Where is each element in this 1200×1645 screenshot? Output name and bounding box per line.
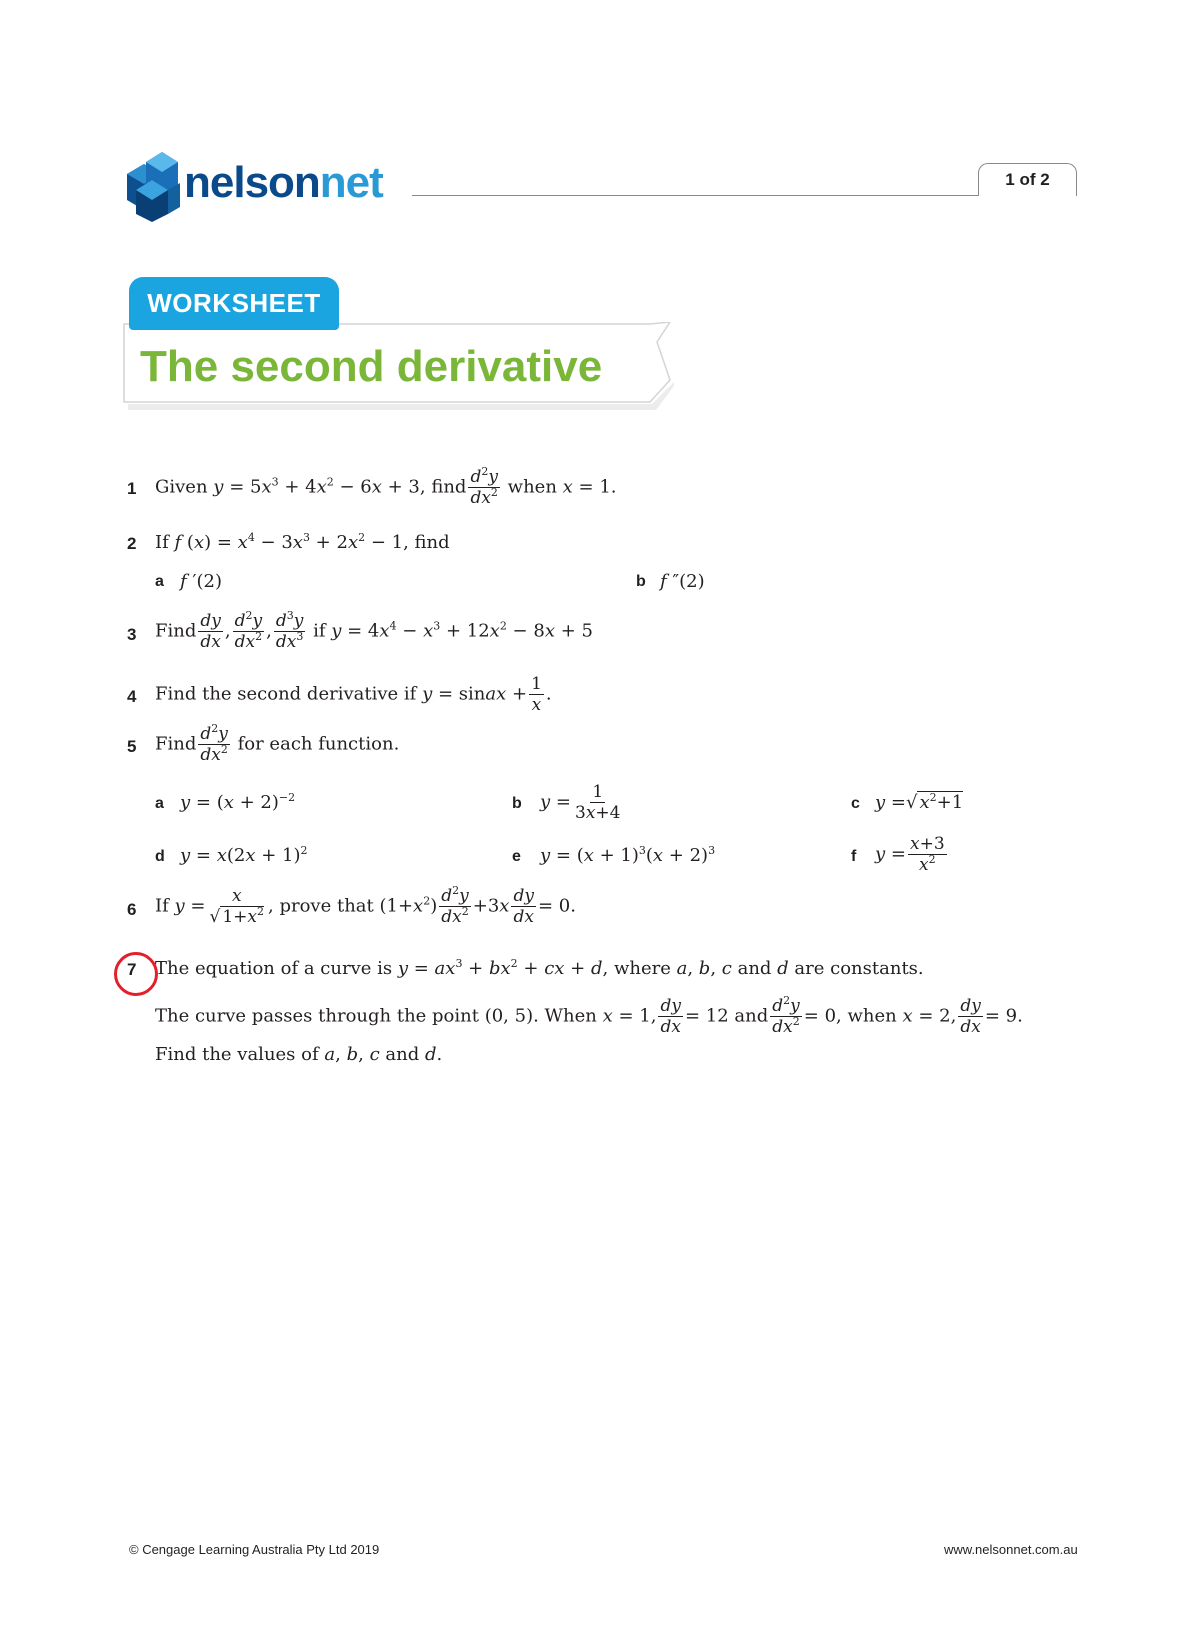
part-label: f: [851, 848, 857, 865]
part-label: b: [636, 573, 646, 590]
question-2a: f ′(2): [180, 571, 222, 592]
question-6: If y = $\frac{x}{√ 1+x^2}$ , prove that $(1+x^2)$ $\frac{d^2y}{dx^2}$ +3x $\frac{dy}{dx}$ = 0.: [155, 884, 576, 927]
question-number: 2: [127, 534, 137, 553]
copyright-notice: © Cengage Learning Australia Pty Ltd 2019: [129, 1542, 380, 1557]
question-number: 6: [127, 900, 137, 919]
part-label: d: [155, 848, 165, 865]
question-number: 3: [127, 625, 137, 644]
question-number: 4: [127, 687, 137, 706]
question-5: Find $\frac{d^2y}{dx^2}$ for each function.: [155, 722, 400, 765]
question-number: 7: [127, 960, 137, 979]
question-5f: y = $\frac{x+3}{x^2}$: [875, 834, 945, 875]
logo-text-nelson: nelson: [184, 158, 320, 207]
header-divider: [412, 195, 1075, 196]
part-label: a: [155, 573, 164, 590]
question-4: Find the second derivative if y = sinax + $\frac{1}{x}$ .: [155, 674, 552, 715]
question-5d: $y = x(2x + 1)^2$: [180, 844, 308, 866]
question-5c: y =√ $x^2+1$: [875, 791, 964, 813]
question-2: If f $(x) = x^4 - 3x^3 + 2x^2 - 1$, find: [155, 531, 450, 553]
part-label: c: [851, 795, 860, 812]
logo-text-net: net: [319, 158, 383, 207]
question-2b: f ″(2): [660, 571, 705, 592]
question-5e: $y = (x + 1)^3(x + 2)^3$: [540, 844, 716, 866]
question-3: Find $\frac{dy}{dx}$ , $\frac{d^2y}{dx^2}$ , $\frac{d^3y}{dx^3}$ if $y = 4x^4 - x^3 + 12x^2 - 8x + 5$: [155, 609, 593, 652]
question-number: 1: [127, 479, 137, 498]
part-label: a: [155, 795, 164, 812]
part-label: e: [512, 848, 521, 865]
cubes-logo-icon: [122, 152, 184, 222]
question-number: 5: [127, 737, 137, 756]
part-label: b: [512, 795, 522, 812]
worksheet-badge: WORKSHEET: [129, 277, 339, 330]
page-indicator: 1 of 2: [978, 163, 1077, 196]
nelsonnet-logo: [122, 152, 412, 222]
question-5b: y = $\frac{1}{3x+4}$: [540, 782, 621, 823]
website-link[interactable]: www.nelsonnet.com.au: [944, 1542, 1078, 1557]
question-1: Given $y = 5x^3 + 4x^2 - 6x + 3$, find $\frac{d^2y}{dx^2}$ when x = 1.: [155, 465, 617, 508]
page-title: The second derivative: [140, 342, 603, 391]
question-5a: $y = (x + 2)^{-2}$: [180, 791, 296, 813]
question-7-line-1: The equation of a curve is $y = ax^3 + bx^2$ + cx + d, where a, b, c and d are constants.: [155, 957, 924, 979]
question-7-line-2: The curve passes through the point (0, 5). When x = 1, $\frac{dy}{dx}$ = 12 and $\frac{d^2y}{dx^2}$ = 0, when x = 2, $\frac{dy}{dx}$ = 9.: [155, 994, 1023, 1037]
question-7-line-3: Find the values of a, b, c and d.: [155, 1044, 443, 1065]
